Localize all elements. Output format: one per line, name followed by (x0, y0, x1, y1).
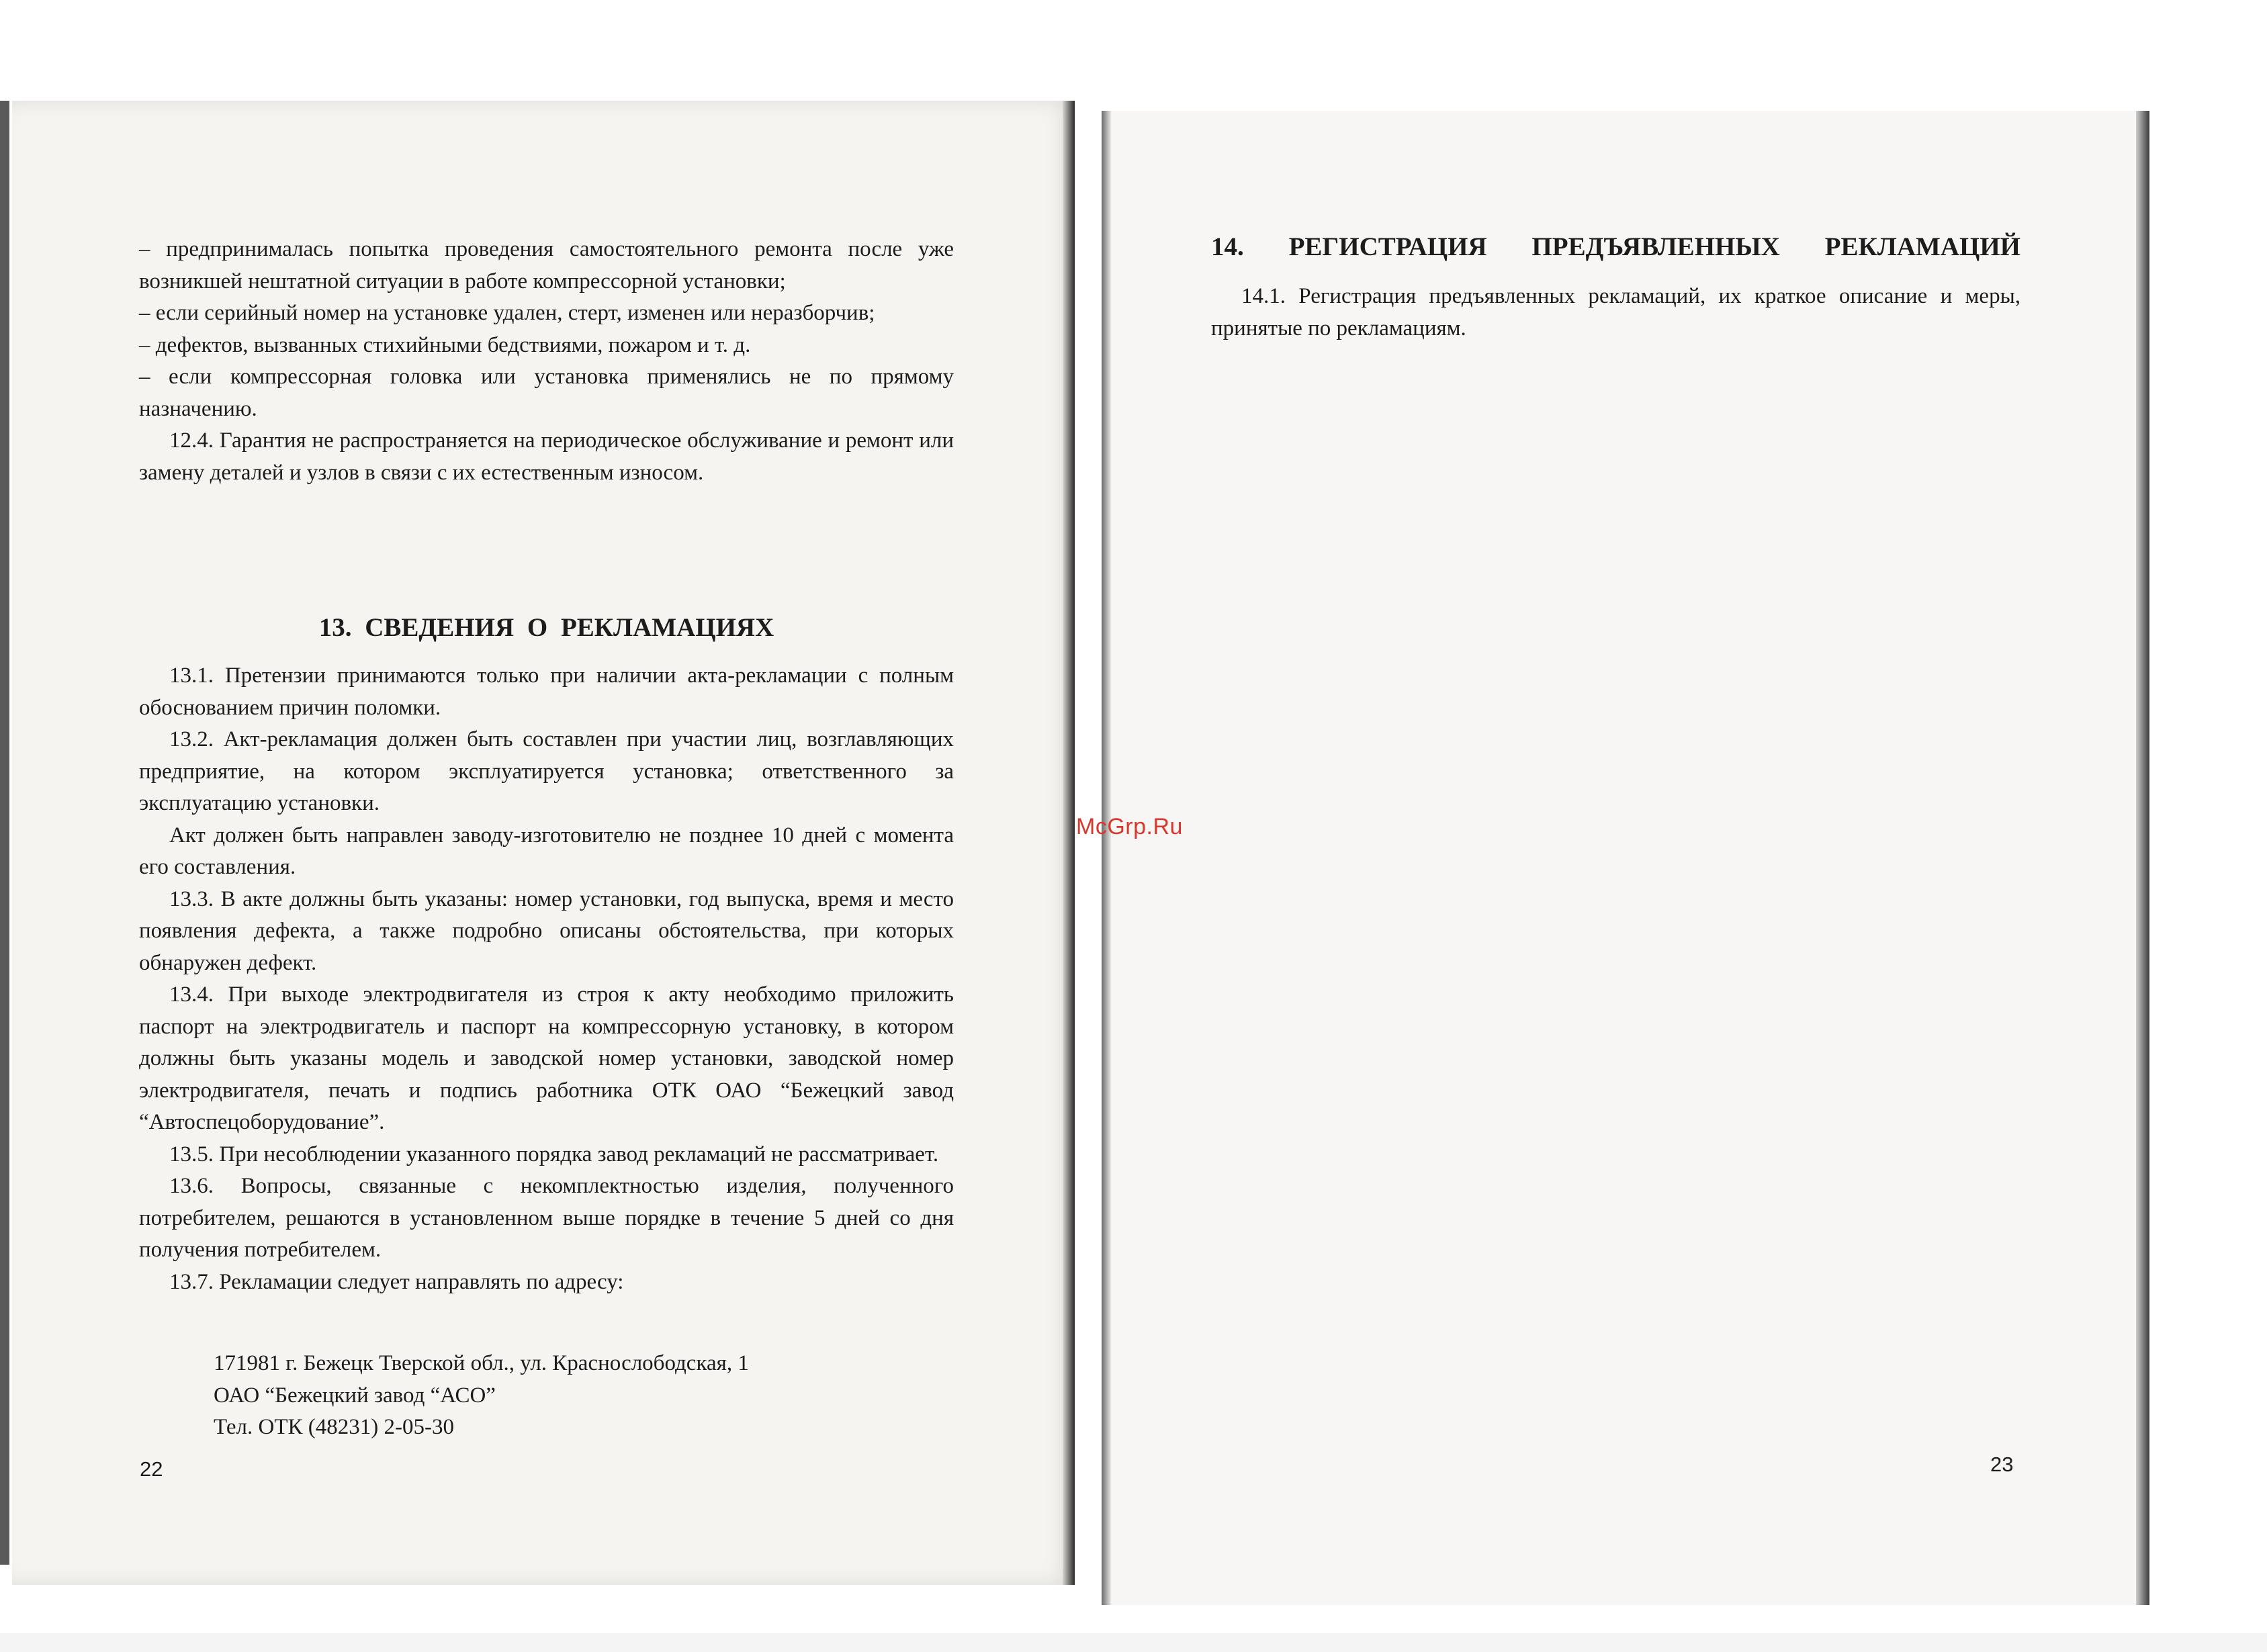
paragraph-13-2: 13.2. Акт-рекламация должен быть составлен при участии лиц, возглавляющих предприятие, на котором эксплуатируется установка; ответственного за эксплуатацию установки. (139, 727, 954, 815)
page-edge-right (2136, 111, 2149, 1605)
book-spine-shadow-right (1102, 111, 1111, 1605)
paragraph-13-5: 13.5. При несоблюдении указанного порядка завод рекламаций не рассматривает. (169, 1142, 939, 1166)
scan-edge-bottom (0, 1633, 2267, 1652)
page-number-right: 23 (1990, 1453, 2014, 1476)
paragraph-12-4: 12.4. Гарантия не распространяется на периодическое обслуживание и ремонт или замену деталей и узлов в связи с их естественным износом. (139, 428, 954, 485)
paragraph-13-7: 13.7. Рекламации следует направлять по адресу: (169, 1269, 624, 1294)
address-block (214, 1348, 749, 1444)
watermark: McGrp.Ru (1076, 814, 1183, 839)
list-item: – если серийный номер на установке удален, стерт, изменен или неразборчив; (139, 301, 875, 325)
page-number-left: 22 (140, 1457, 163, 1481)
paragraph-14-1: 14.1. Регистрация предъявленных рекламаций, их краткое описание и меры, принятые по рекламациям. (1211, 284, 2020, 340)
scan-edge-left (0, 101, 9, 1565)
paragraph-13-3: 13.3. В акте должны быть указаны: номер установки, год выпуска, время и место появления дефекта, а также подробно описаны обстоятельства, при которых обнаружен дефект. (139, 886, 954, 975)
address-line: 171981 г. Бежецк Тверской обл., ул. Краснослободская, 1 (214, 1351, 749, 1375)
section-13-body (139, 660, 954, 1298)
address-line: Тел. ОТК (48231) 2-05-30 (214, 1415, 454, 1439)
list-item: – предпринималась попытка проведения самостоятельного ремонта после уже возникшей нештатной ситуации в работе компрессорной установки; (139, 237, 954, 293)
paragraph-13-1: 13.1. Претензии принимаются только при наличии акта-рекламации с полным обоснованием причин поломки. (139, 663, 954, 720)
book-spine-shadow (1063, 101, 1075, 1585)
paragraph-13-4: 13.4. При выходе электродвигателя из строя к акту необходимо приложить паспорт на электродвигатель и паспорт на компрессорную установку, в котором должны быть указаны модель и заводской номер установки, заводской номер электродвигателя, печать и подпись работника ОТК ОАО “Бежецкий завод “Автоспецоборудование”. (139, 982, 954, 1134)
list-item: – дефектов, вызванных стихийными бедствиями, пожаром и т. д. (139, 332, 751, 357)
left-page-continued-list (139, 234, 954, 489)
section-title-14: 14. РЕГИСТРАЦИЯ ПРЕДЪЯВЛЕННЫХ РЕКЛАМАЦИЙ (1211, 232, 2020, 261)
section-title-13: 13. СВЕДЕНИЯ О РЕКЛАМАЦИЯХ (318, 613, 774, 642)
paragraph-13-2-note: Акт должен быть направлен заводу-изготовителю не позднее 10 дней с момента его составления. (139, 823, 954, 879)
section-14-body (1211, 281, 2020, 345)
list-item: – если компрессорная головка или установка применялись не по прямому назначению. (139, 365, 954, 421)
address-line: ОАО “Бежецкий завод “АСО” (214, 1383, 496, 1408)
paragraph-13-6: 13.6. Вопросы, связанные с некомплектностью изделия, полученного потребителем, решаются в установленном выше порядке в течение 5 дней со дня получения потребителем. (139, 1174, 954, 1262)
